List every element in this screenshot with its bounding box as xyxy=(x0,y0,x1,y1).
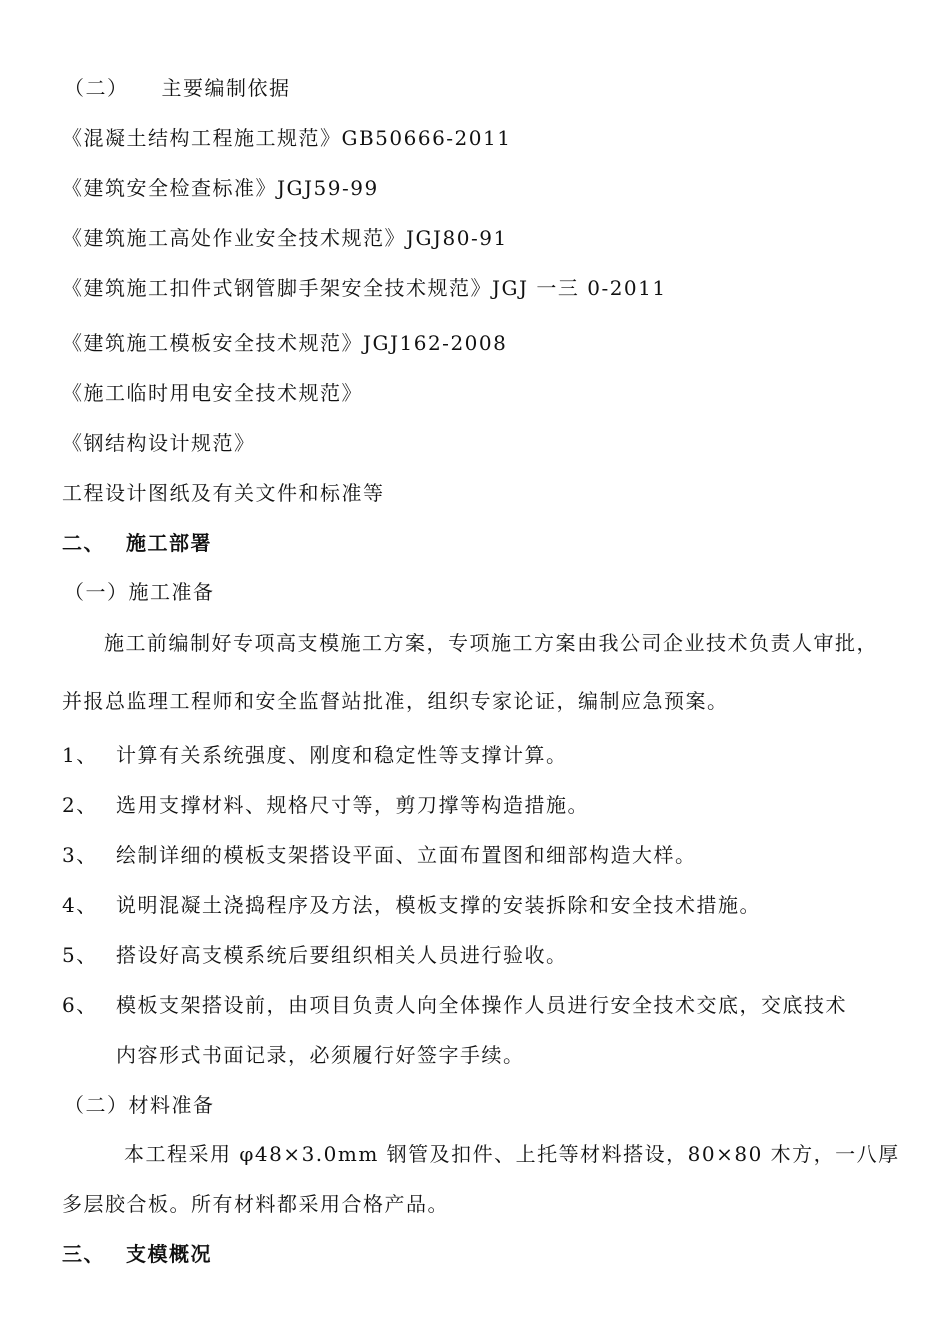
subheading-preparation: （一）施工准备 xyxy=(64,580,215,604)
reference-item: 《建筑施工模板安全技术规范》JGJ162-2008 xyxy=(62,331,508,355)
heading-deployment-number: 二、 xyxy=(62,531,105,555)
paragraph-line: 多层胶合板。所有材料都采用合格产品。 xyxy=(62,1192,449,1216)
item-text: 选用支撑材料、规格尺寸等，剪刀撑等构造措施。 xyxy=(116,793,589,817)
item-text: 说明混凝土浇捣程序及方法，模板支撑的安装拆除和安全技术措施。 xyxy=(116,893,761,917)
numbered-item-6-continuation: 内容形式书面记录，必须履行好签字手续。 xyxy=(116,1043,525,1067)
reference-item: 《钢结构设计规范》 xyxy=(62,431,256,455)
paragraph-line: 本工程采用 φ48×3.0mm 钢管及扣件、上托等材料搭设，80×80 木方，一八厚 xyxy=(124,1142,900,1166)
paragraph-line: 并报总监理工程师和安全监督站批准，组织专家论证，编制应急预案。 xyxy=(62,689,729,713)
item-number: 5、 xyxy=(62,943,98,967)
paragraph-line: 施工前编制好专项高支模施工方案，专项施工方案由我公司企业技术负责人审批， xyxy=(104,631,878,655)
reference-item: 工程设计图纸及有关文件和标准等 xyxy=(62,481,385,505)
reference-item: 《施工临时用电安全技术规范》 xyxy=(62,381,363,405)
heading-formwork: 支模概况 xyxy=(126,1242,212,1266)
subheading-materials: （二）材料准备 xyxy=(64,1093,215,1117)
reference-item: 《建筑施工扣件式钢管脚手架安全技术规范》JGJ 一三 0-2011 xyxy=(62,276,667,300)
reference-item: 《混凝土结构工程施工规范》GB50666-2011 xyxy=(62,126,512,150)
reference-item: 《建筑施工高处作业安全技术规范》JGJ80-91 xyxy=(62,226,508,250)
item-text: 绘制详细的模板支架搭设平面、立面布置图和细部构造大样。 xyxy=(116,843,697,867)
item-text: 模板支架搭设前，由项目负责人向全体操作人员进行安全技术交底，交底技术 xyxy=(116,993,847,1017)
heading-formwork-number: 三、 xyxy=(62,1242,105,1266)
item-number: 4、 xyxy=(62,893,98,917)
item-text: 搭设好高支模系统后要组织相关人员进行验收。 xyxy=(116,943,568,967)
item-number: 2、 xyxy=(62,793,98,817)
section-heading-basis: （二） 主要编制依据 xyxy=(64,76,291,100)
item-text: 计算有关系统强度、刚度和稳定性等支撑计算。 xyxy=(116,743,568,767)
heading-deployment: 施工部署 xyxy=(126,531,212,555)
item-number: 3、 xyxy=(62,843,98,867)
item-number: 6、 xyxy=(62,993,98,1017)
reference-item: 《建筑安全检查标准》JGJ59-99 xyxy=(62,176,379,200)
item-number: 1、 xyxy=(62,743,98,767)
